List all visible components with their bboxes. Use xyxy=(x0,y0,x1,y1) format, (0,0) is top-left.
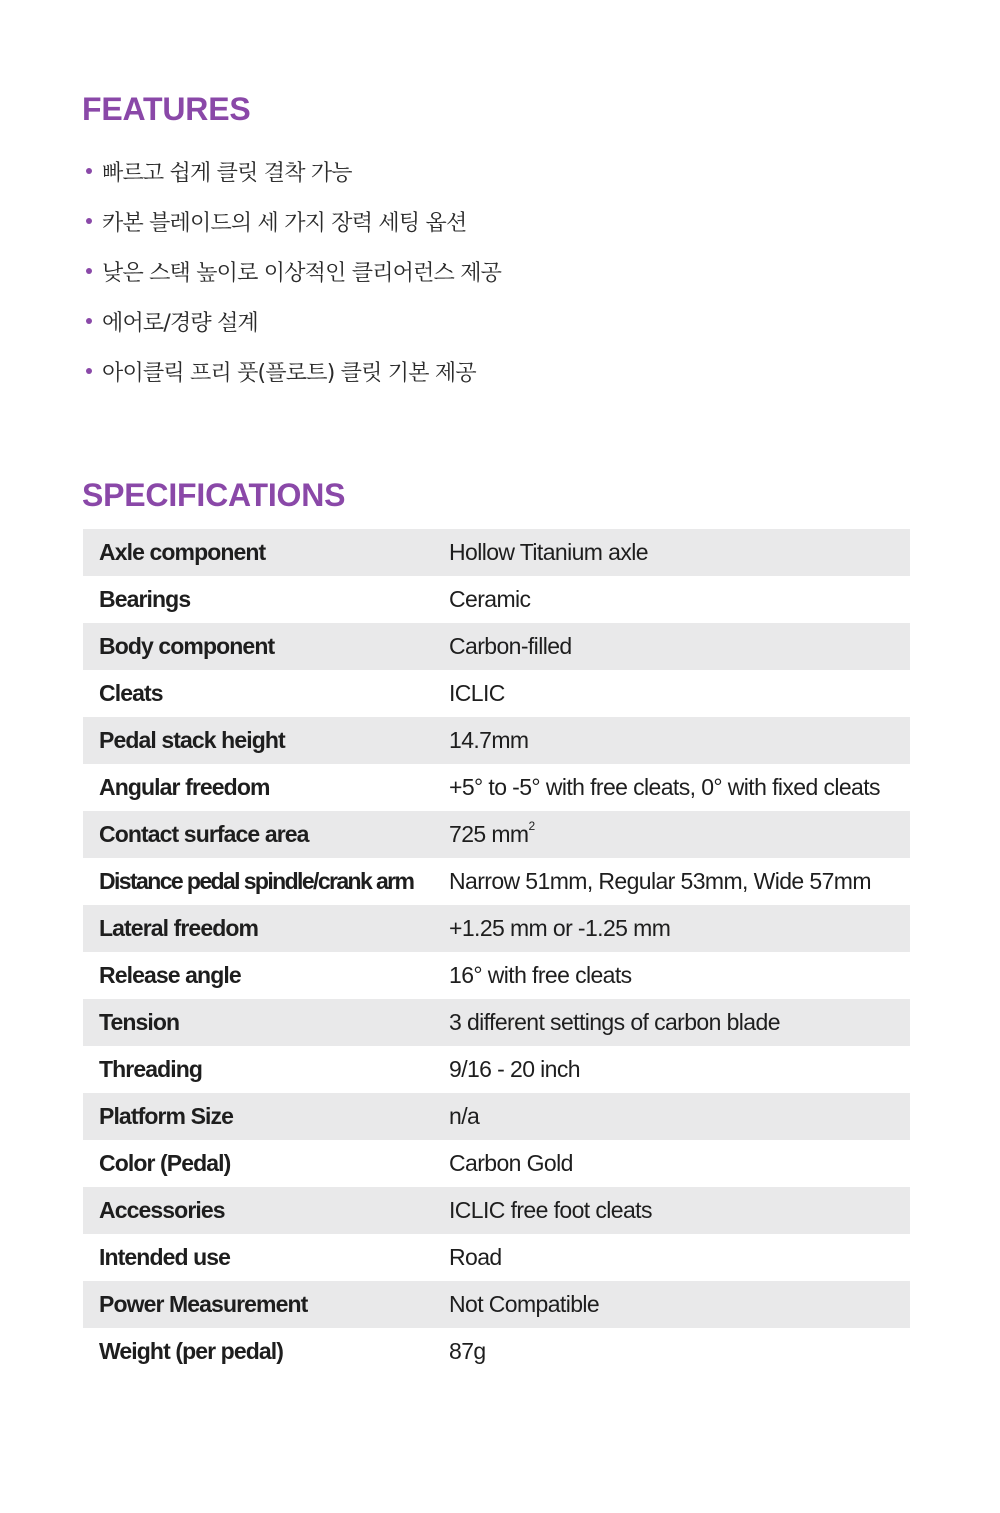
feature-item xyxy=(86,196,501,246)
table-row xyxy=(83,764,910,811)
table-row xyxy=(83,1187,910,1234)
spec-label: Pedal stack height xyxy=(83,717,434,764)
spec-value-text: 725 mm xyxy=(449,821,529,847)
spec-label: Color (Pedal) xyxy=(99,1150,231,1176)
bullet-dot-icon xyxy=(86,318,92,324)
spec-label: Body component xyxy=(83,623,434,670)
table-row xyxy=(83,1328,910,1375)
table-row xyxy=(83,1140,910,1187)
spec-label: Distance pedal spindle/crank arm xyxy=(99,868,414,894)
feature-item xyxy=(86,296,501,346)
spec-value: 87g xyxy=(449,1338,486,1364)
spec-value: +5° to -5° with free cleats, 0° with fixed cleats xyxy=(449,774,880,800)
superscript: 2 xyxy=(528,819,535,833)
spec-label: Cleats xyxy=(99,680,163,706)
spec-value: Carbon Gold xyxy=(449,1150,573,1176)
table-row xyxy=(83,999,910,1046)
spec-label: Bearings xyxy=(99,586,191,612)
spec-label: Angular freedom xyxy=(99,774,270,800)
table-row xyxy=(83,811,910,858)
spec-label: Threading xyxy=(99,1056,203,1082)
bullet-dot-icon xyxy=(86,218,92,224)
spec-value: n/a xyxy=(434,1093,910,1140)
feature-item xyxy=(86,246,501,296)
bullet-dot-icon xyxy=(86,368,92,374)
table-row xyxy=(83,576,910,623)
table-row xyxy=(83,623,910,670)
spec-label: Accessories xyxy=(83,1187,434,1234)
spec-value: Not Compatible xyxy=(434,1281,910,1328)
spec-label: Axle component xyxy=(83,529,434,576)
spec-label: Weight (per pedal) xyxy=(99,1338,283,1364)
feature-item xyxy=(86,346,501,396)
spec-value: Hollow Titanium axle xyxy=(434,529,910,576)
bullet-dot-icon xyxy=(86,168,92,174)
spec-value: Narrow 51mm, Regular 53mm, Wide 57mm xyxy=(449,868,871,894)
specifications-heading: SPECIFICATIONS xyxy=(82,477,346,513)
spec-value: 16° with free cleats xyxy=(449,962,632,988)
spec-label: Lateral freedom xyxy=(83,905,434,952)
table-row xyxy=(83,905,910,952)
bullet-dot-icon xyxy=(86,268,92,274)
table-row xyxy=(83,1281,910,1328)
features-list xyxy=(86,146,501,396)
spec-value: 9/16 - 20 inch xyxy=(449,1056,580,1082)
table-row xyxy=(83,1234,910,1281)
spec-value: Road xyxy=(449,1244,502,1270)
feature-text: 에어로/경량 설계 xyxy=(102,310,258,336)
features-heading: FEATURES xyxy=(82,91,251,127)
feature-text: 낮은 스택 높이로 이상적인 클리어런스 제공 xyxy=(102,260,502,286)
spec-label: Contact surface area xyxy=(83,811,434,858)
feature-text: 카본 블레이드의 세 가지 장력 세팅 옵션 xyxy=(102,210,467,236)
spec-value: +1.25 mm or -1.25 mm xyxy=(434,905,910,952)
table-row xyxy=(83,1093,910,1140)
spec-value: Carbon-filled xyxy=(434,623,910,670)
spec-value: 14.7mm xyxy=(434,717,910,764)
table-row xyxy=(83,670,910,717)
spec-value xyxy=(434,811,910,858)
table-row xyxy=(83,529,910,576)
spec-value: ICLIC free foot cleats xyxy=(434,1187,910,1234)
feature-text: 빠르고 쉽게 클릿 결착 가능 xyxy=(102,160,352,186)
spec-value: ICLIC xyxy=(449,680,505,706)
table-row xyxy=(83,717,910,764)
spec-label: Power Measurement xyxy=(83,1281,434,1328)
feature-item xyxy=(86,146,501,196)
spec-value: Ceramic xyxy=(449,586,531,612)
specifications-table xyxy=(83,529,910,1375)
spec-value: 3 different settings of carbon blade xyxy=(434,999,910,1046)
spec-label: Tension xyxy=(83,999,434,1046)
table-row xyxy=(83,1046,910,1093)
spec-label: Platform Size xyxy=(83,1093,434,1140)
spec-label: Release angle xyxy=(99,962,241,988)
table-row xyxy=(83,858,910,905)
feature-text: 아이클릭 프리 풋(플로트) 클릿 기본 제공 xyxy=(102,360,476,386)
table-row xyxy=(83,952,910,999)
spec-label: Intended use xyxy=(99,1244,231,1270)
